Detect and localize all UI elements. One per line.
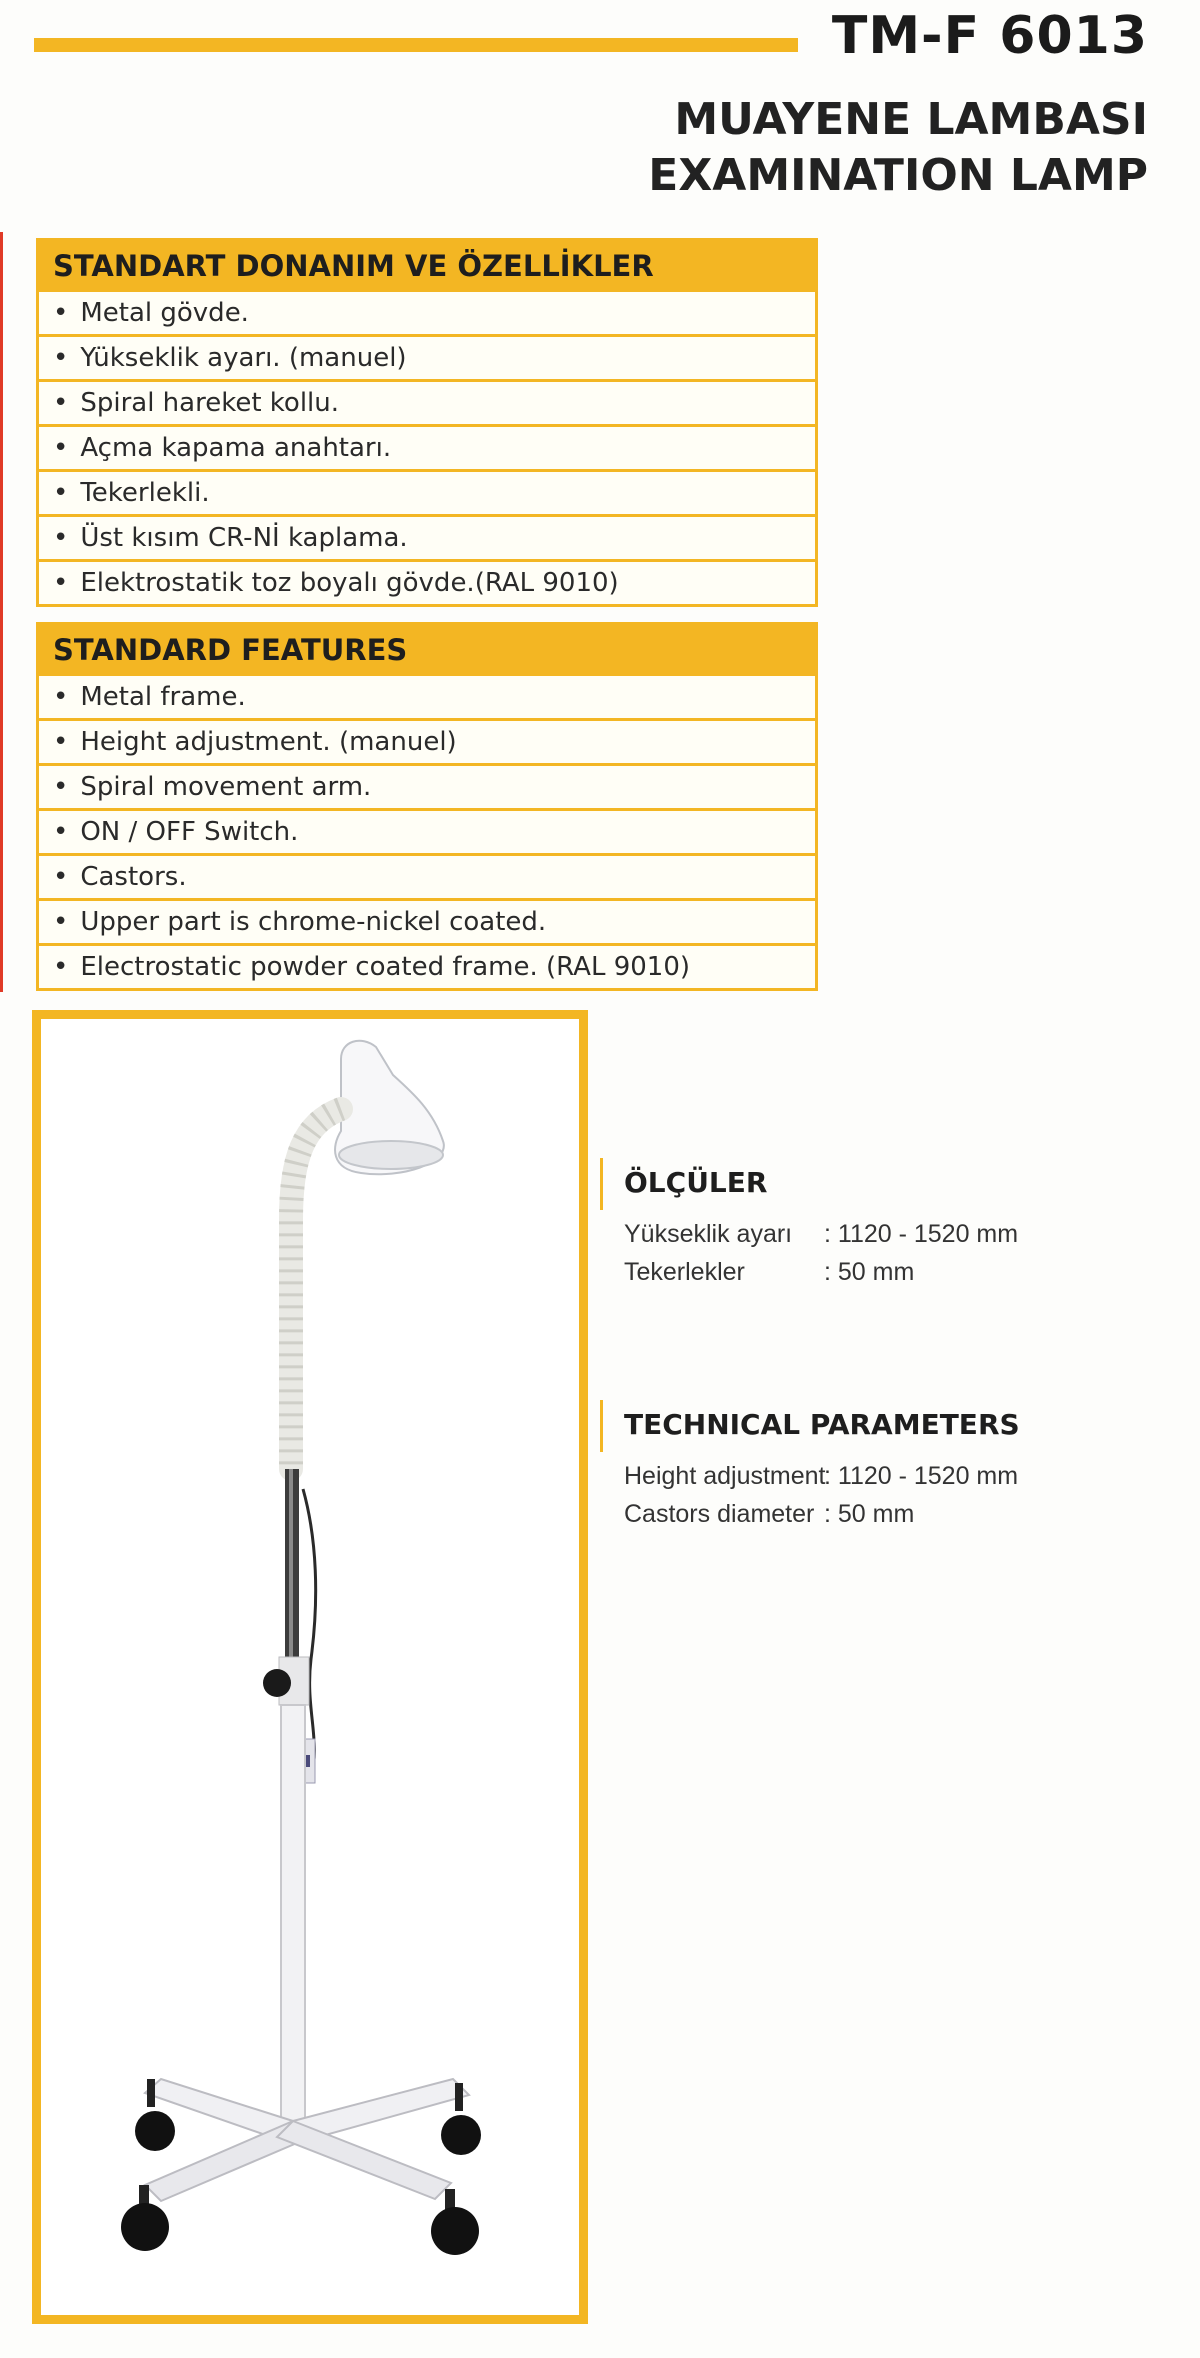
bullet-icon: • [53,727,69,757]
examination-lamp-illustration [41,1019,561,2297]
bullet-icon: • [53,388,69,418]
feature-text: Yükseklik ayarı. (manuel) [80,343,407,373]
list-item [39,763,815,808]
product-title-tr: MUAYENE LAMBASI [674,94,1148,145]
list-item [39,673,815,718]
feature-text: Castors. [80,862,187,892]
bullet-icon: • [53,907,69,937]
list-item [39,514,815,559]
bullet-icon: • [53,568,69,598]
list-item [39,289,815,334]
bullet-icon: • [53,433,69,463]
spec-label: Tekerlekler [624,1258,745,1286]
bullet-icon: • [53,478,69,508]
spec-row [624,1462,1018,1491]
feature-text: ON / OFF Switch. [80,817,299,847]
list-item [39,379,815,424]
lower-tube [281,1705,305,2125]
spec-row [624,1500,914,1529]
bullet-icon: • [53,523,69,553]
bullet-icon: • [53,952,69,982]
feature-text: Metal frame. [80,682,246,712]
spec-row [624,1258,914,1287]
feature-text: Tekerlekli. [80,478,210,508]
list-item [39,943,815,988]
list-item [39,424,815,469]
list-item [39,559,815,604]
header-accent-bar [34,38,798,52]
list-item [39,718,815,763]
features-en-heading: STANDARD FEATURES [39,625,815,673]
bullet-icon: • [53,817,69,847]
list-item [39,808,815,853]
spec-label: Yükseklik ayarı [624,1220,793,1248]
feature-text: Upper part is chrome-nickel coated. [80,907,547,937]
feature-text: Elektrostatik toz boyalı gövde.(RAL 9010) [80,568,619,598]
features-en-list [39,673,815,988]
product-title-en: EXAMINATION LAMP [648,150,1148,201]
bullet-icon: • [53,862,69,892]
feature-text: Electrostatic powder coated frame. (RAL 9010) [80,952,691,982]
product-photo-frame [32,1010,588,2324]
features-tr-heading: STANDART DONANIM VE ÖZELLİKLER [39,241,815,289]
bullet-icon: • [53,682,69,712]
features-tr-box [36,238,818,607]
features-en-box [36,622,818,991]
dimensions-tr-heading: ÖLÇÜLER [624,1166,768,1199]
feature-text: Spiral hareket kollu. [80,388,340,418]
bullet-icon: • [53,772,69,802]
dimensions-en-heading: TECHNICAL PARAMETERS [624,1408,1020,1441]
list-item [39,853,815,898]
model-number: TM-F 6013 [831,6,1148,66]
spec-value: : 1120 - 1520 mm [824,1462,1019,1490]
spec-label: Castors diameter [624,1500,815,1528]
spec-accent-bar [600,1158,603,1210]
features-tr-list [39,289,815,604]
feature-text: Açma kapama anahtarı. [80,433,392,463]
feature-text: Spiral movement arm. [80,772,372,802]
spec-accent-bar [600,1400,603,1452]
list-item [39,469,815,514]
list-item [39,334,815,379]
bullet-icon: • [53,343,69,373]
spec-value: : 50 mm [824,1500,915,1528]
spec-value: : 1120 - 1520 mm [824,1220,1019,1248]
star-base [145,2079,469,2201]
height-knob [263,1669,291,1697]
feature-text: Height adjustment. (manuel) [80,727,457,757]
bullet-icon: • [53,298,69,328]
left-edge-accent [0,232,3,992]
feature-text: Metal gövde. [80,298,249,328]
spec-row [624,1220,1018,1249]
feature-text: Üst kısım CR-Nİ kaplama. [80,523,408,553]
list-item [39,898,815,943]
spec-value: : 50 mm [824,1258,915,1286]
spec-label: Height adjustment [624,1462,826,1490]
